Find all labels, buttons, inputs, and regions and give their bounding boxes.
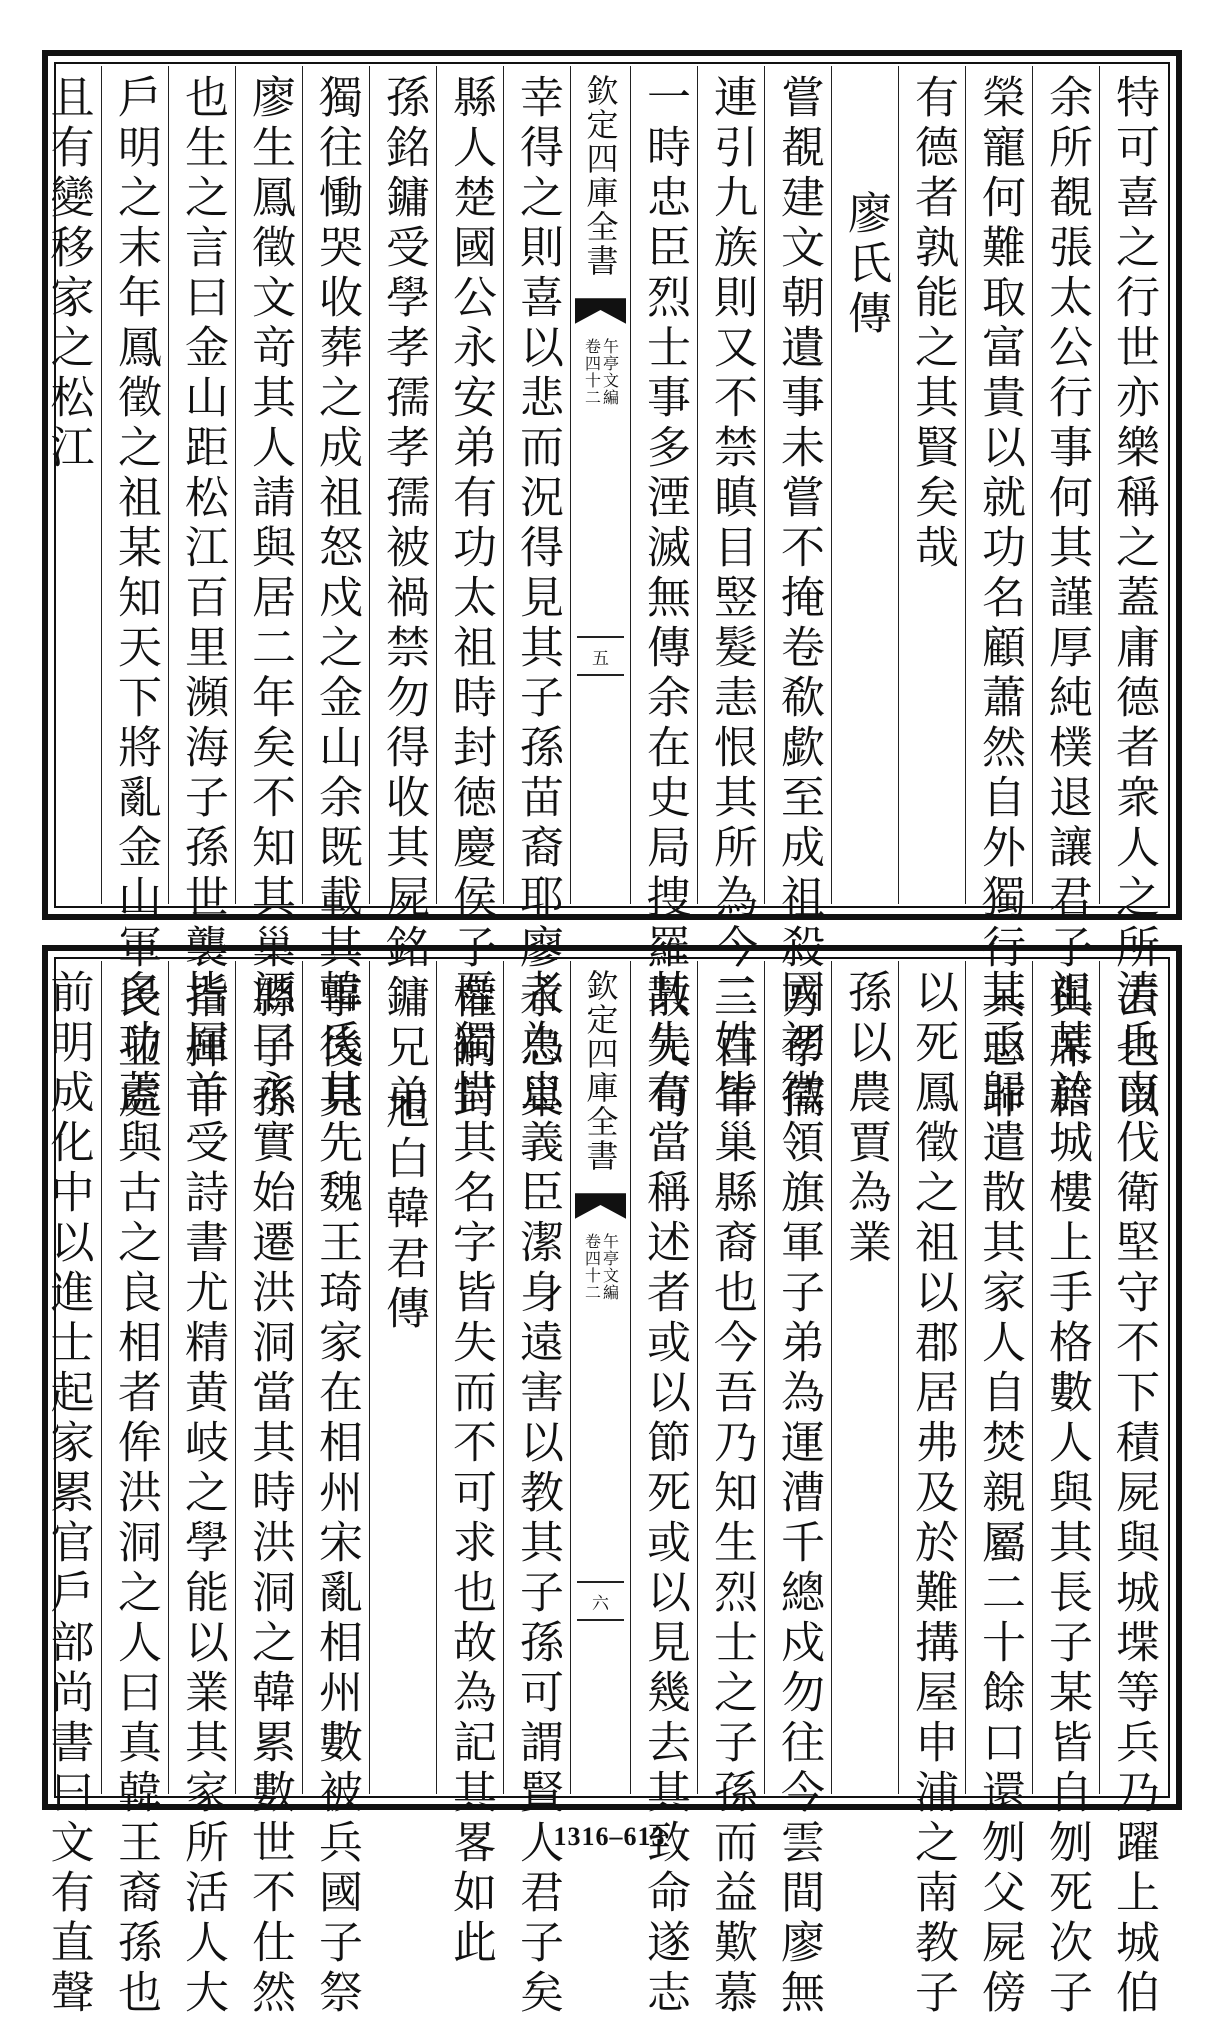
column-text: 連引九族則又不禁瞋目竪髮恚恨其所為今三百年 [706,74,757,1124]
text-column [1032,66,1099,1124]
column-text: 以死鳳徵之祖以郡居弗及於難搆屋申浦之南教子 [907,969,958,2019]
text-column [302,961,369,2019]
column-text: 吾獨惜其名字皆失而不可求也故為記其畧如此 [445,969,496,1969]
text-column [34,66,101,904]
folio-number: 六 [592,1594,609,1614]
text-column [965,961,1032,2019]
text-column [898,66,965,904]
spine-collection: 午亭文編 [600,1233,620,1301]
column-text: 戶明之末年鳳徵之祖某知天下將亂金山軍民並處 [110,74,161,1124]
text-column [302,66,369,1124]
column-text: 孫以農賈為業 [840,969,891,1269]
text-column [630,66,697,1124]
center-spine [570,961,630,1794]
spine-volume: 卷四十二 [582,338,602,406]
text-column [697,66,764,1124]
text-column [436,66,503,1124]
text-column [168,961,235,2019]
spine-collection: 午亭文編 [600,338,620,406]
center-spine [570,66,630,904]
text-column [965,66,1032,1124]
column-text: 清兵南伐衛堅守不下積屍與城堞等兵乃躍上城伯 [1108,969,1159,2019]
text-column [764,961,831,2019]
column-text: 其先有當稱述者或以節死或以見幾去其致命遂志 [639,969,690,2019]
section-heading: 廖氏傳 [840,190,891,340]
text-column [630,961,697,2019]
column-text: 前明成化中以進士起家累官戶部尚書曰文有直聲 [42,969,94,2019]
column-text: 且有變移家之松江 [42,74,94,474]
text-column [168,66,235,1124]
spine-rule [577,1619,624,1621]
spine-subtitle [571,338,630,406]
column-text: 幸得之則喜以悲而況得見其子孫苗裔耶廖永忠巢 [512,74,563,1124]
text-column [503,961,570,2019]
column-text: 國初徵領旗軍子弟為運漕千總戍勿往今雲間廖無 [773,969,824,2019]
text-column [101,66,168,1124]
column-text: 祖某於城樓上手格數人與其長子某皆自刎死次子 [1041,969,1092,2019]
column-text: 酒曰永實始遷洪洞當其時洪洞之韓累數世不仕然 [244,969,295,2019]
column-text: 有德者孰能之其賢矣哉 [907,74,958,574]
column-text: 一時忠臣烈士事多湮滅無傳余在史局捜羅散失苟 [639,74,690,1124]
text-column [831,961,898,1794]
text-column [101,961,168,2019]
section-heading-column [831,66,898,904]
spine-subtitle [571,1233,630,1301]
column-text: 特可喜之行世亦樂稱之蓋庸德者衆人之所去也以 [1108,74,1159,1124]
column-text: 縣人楚國公永安弟有功太祖時封徳慶侯子權嗣封 [445,74,496,1124]
column-text: 二姓皆巢縣裔也今吾乃知生烈士之子孫而益歎慕 [706,969,757,2019]
fishtail-mark-icon [575,1193,626,1219]
text-column [697,961,764,2019]
text-column [1099,961,1166,2019]
fishtail-mark-icon [575,298,626,324]
text-column [1099,66,1166,1124]
spine-title: 欽定四庫全書 [581,74,620,278]
section-heading-column [369,961,436,1794]
column-text: 也生之言曰金山距松江百里瀕海子孫世襲指揮千 [177,74,228,1124]
text-column [503,66,570,1124]
spine-volume: 卷四十二 [582,1233,602,1301]
spine-title: 欽定四庫全書 [581,969,620,1173]
column-text: 孫銘鏞受學孝孺孝孺被禍禁勿得收其屍銘鏞兄弟 [378,74,429,1124]
text-column [34,961,101,2019]
text-column [369,66,436,1124]
text-column [235,66,302,1124]
column-text: 某亟歸遣散其家人自焚親屬二十餘口還刎父屍傍 [974,969,1025,2019]
text-column [436,961,503,1969]
spine-rule [577,636,624,638]
section-heading: 旭白韓君傳 [378,1085,429,1335]
page-reference-code: 1316–613 [553,1822,666,1851]
column-text: 嘗覩建文朝遺事未嘗不掩卷欷歔至成祖殺方孝孺 [773,74,824,1124]
text-column [898,961,965,2019]
column-text: 廖生鳳徵文竒其人請與居二年矣不知其巢縣子孫 [244,74,295,1124]
spine-rule [577,1581,624,1583]
column-text: 多功蓋與古之良相者侔洪洞之人曰真韓王裔孫也 [110,969,161,2019]
spine-rule [577,674,624,676]
text-column [1032,961,1099,2019]
column-text: 者為忠義臣潔身遠害以教其子孫可謂賢人君子矣 [512,969,563,2019]
text-column [235,961,302,2019]
folio-number: 五 [592,649,609,669]
column-text: 皆屈首受詩書尤精黄岐之學能以業其家所活人大 [177,969,228,2019]
column-text: 余所覩張太公行事何其謹厚純樸退讓君子與席藉 [1041,74,1092,1124]
text-column [764,66,831,1124]
column-text: 榮寵何難取富貴以就功名顧蕭然自外獨行其志非 [974,74,1025,1124]
column-text: 韓氏其先魏王琦家在相州宋亂相州數被兵國子祭 [311,969,362,2019]
column-text: 獨往慟哭收葬之成祖怒戍之金山余既載其事後見 [311,74,362,1124]
